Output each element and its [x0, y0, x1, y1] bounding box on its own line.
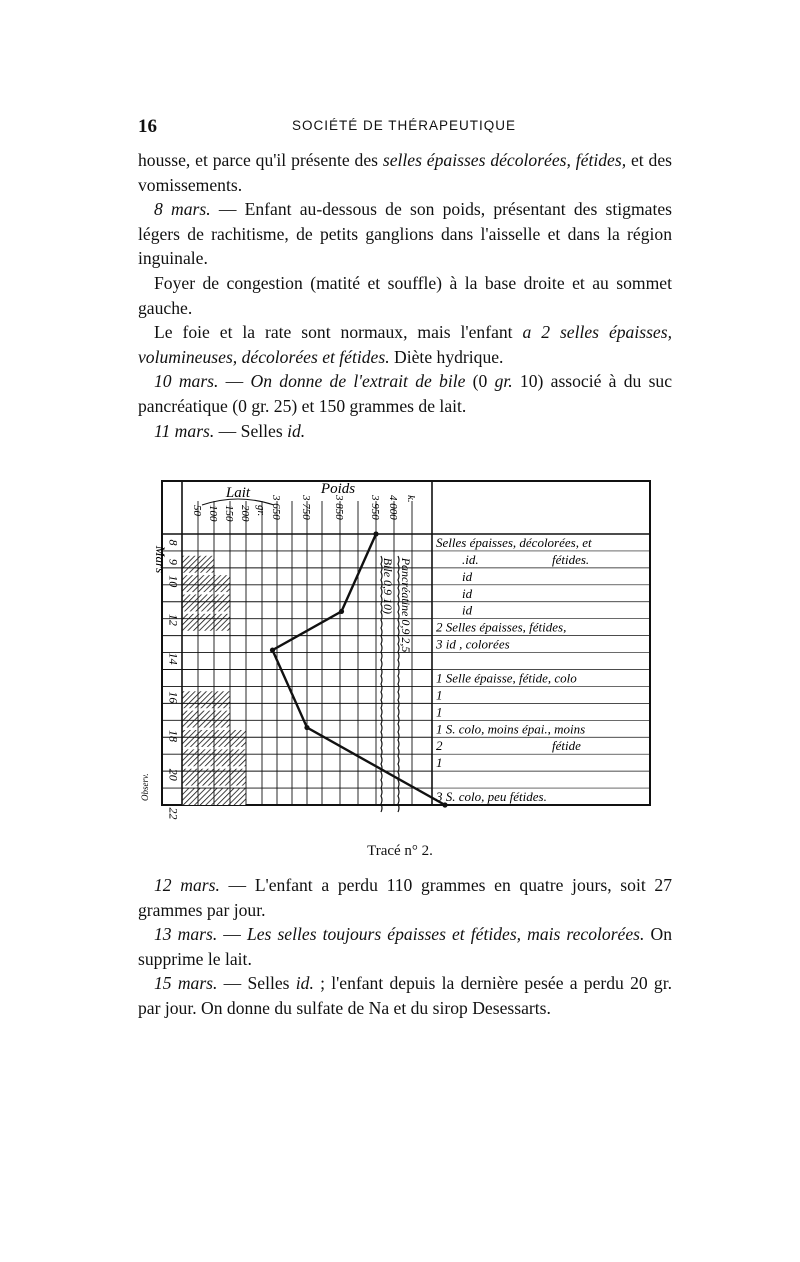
- poids-tick: 4 000: [387, 495, 399, 520]
- stool-note: id: [462, 568, 473, 584]
- text-italic: a 2 selles épaisses, volumineuses, décolorées et fétides.: [138, 322, 672, 367]
- text: 10) associé à du suc pancréatique (0 gr. 25) et 150 grammes de lait.: [138, 371, 673, 416]
- stool-note: 1: [436, 755, 443, 771]
- margin-note: Observ.: [140, 773, 150, 801]
- weight-point: [339, 609, 344, 614]
- paragraph: [138, 271, 672, 320]
- pancreatine-label: Pancréatine 0,9 2,5: [399, 557, 413, 653]
- day-label: 16: [166, 691, 181, 704]
- stool-note: 2 Selles épaisses, fétides,: [436, 619, 567, 635]
- day-label: 12: [166, 613, 181, 626]
- trace-chart: [132, 471, 692, 820]
- weight-point: [270, 648, 275, 653]
- poids-label: Poids: [320, 481, 356, 497]
- stool-note: 1: [436, 687, 443, 703]
- paragraph: [138, 197, 672, 271]
- milk-bar: [182, 575, 230, 592]
- stool-note: Selles épaisses, décolorées, et: [436, 534, 592, 550]
- text-italic: Les selles toujours épaisses et fétides, mais recolorées.: [246, 924, 645, 945]
- paragraph: [138, 148, 672, 197]
- paragraph: [138, 320, 672, 369]
- paragraph: [138, 971, 672, 1020]
- text-italic: On donne de l'extrait de bile: [250, 371, 466, 392]
- body-top: [138, 148, 672, 443]
- text: — Enfant au-dessous de son poids, présentant des stigmates légers de rachitisme, de petits ganglions dans l'aisselle et dans la région inguinale.: [138, 199, 672, 269]
- stool-note: id: [462, 585, 473, 601]
- text: (0: [465, 371, 495, 392]
- paragraph: [138, 369, 672, 418]
- date: 15 mars.: [154, 973, 218, 994]
- text: ; l'enfant depuis la dernière pesée a perdu 20 gr. par jour. On donne du sulfate de Na et du sirop Desessarts.: [138, 973, 672, 1018]
- text: On supprime le lait.: [138, 924, 672, 969]
- text: — Selles: [217, 973, 296, 994]
- milk-bar: [182, 594, 230, 611]
- month-label: Mars: [153, 545, 168, 574]
- poids-tick: 3 850: [333, 495, 345, 520]
- lait-label: Lait: [225, 485, 251, 501]
- bile-label: Bile 0,9 10): [381, 557, 395, 615]
- weight-point: [304, 725, 309, 730]
- weight-point: [373, 531, 378, 536]
- lait-tick: 50: [191, 505, 203, 516]
- text-italic: selles épaisses décolorées, fétides,: [382, 150, 627, 170]
- text-italic: id.: [287, 420, 306, 441]
- date: 8 mars.: [154, 199, 211, 220]
- stool-note: 1 S. colo, moins épai., moins: [436, 721, 586, 737]
- day-label: 20: [166, 768, 181, 781]
- day-label: 14: [166, 652, 181, 665]
- day-label: 22: [166, 807, 181, 820]
- lait-tick: 100: [207, 505, 219, 522]
- figure-caption: Tracé n° 2.: [367, 843, 433, 859]
- milk-bar: [182, 614, 230, 631]
- text-italic: gr.: [494, 371, 513, 392]
- page-number: 16: [138, 116, 157, 137]
- lait-tick: 150: [223, 505, 235, 522]
- stool-note: fétide: [552, 738, 581, 754]
- text-italic: id.: [295, 973, 314, 994]
- date: 10 mars.: [154, 371, 219, 392]
- pancreatine-wavy-line: [398, 556, 399, 812]
- text: —: [218, 371, 251, 392]
- lait-tick: gr.: [255, 505, 267, 517]
- text: housse, et parce qu'il présente des: [138, 150, 383, 170]
- paragraph: [138, 873, 672, 922]
- text: Le foie et la rate sont normaux, mais l'enfant: [154, 322, 523, 343]
- paragraph: [138, 922, 672, 971]
- figure: [132, 471, 692, 820]
- stool-note: 3 id , colorées: [436, 636, 510, 652]
- stool-note: 2: [436, 738, 443, 754]
- poids-tick: 3 750: [300, 495, 312, 520]
- stool-note: 3 S. colo, peu fétides.: [436, 789, 547, 804]
- paragraph: [138, 419, 672, 444]
- body-bottom: [138, 873, 672, 1021]
- milk-bar: [182, 691, 230, 708]
- text: Diète hydrique.: [389, 346, 504, 367]
- day-label: 10: [166, 575, 181, 588]
- lait-tick: 200: [239, 505, 251, 522]
- text: — Selles: [214, 420, 288, 441]
- stool-note: .id.: [462, 551, 479, 567]
- text: — L'enfant a perdu 110 grammes en quatre jours, soit 27 grammes par jour.: [138, 875, 672, 920]
- day-label: 18: [166, 730, 181, 743]
- poids-tick: 3 650: [270, 495, 282, 520]
- poids-tick: k.: [405, 495, 417, 503]
- date: 11 mars.: [154, 420, 215, 441]
- stool-note: fétides.: [552, 551, 590, 567]
- stool-note: 1: [436, 704, 443, 720]
- text: —: [217, 924, 247, 945]
- page-header: [138, 116, 670, 138]
- date: 12 mars.: [154, 875, 220, 895]
- date: 13 mars.: [154, 924, 218, 945]
- stool-note: id: [462, 602, 473, 618]
- text: et des vomissements.: [138, 150, 672, 195]
- milk-bar: [182, 711, 230, 728]
- stool-note: 1 Selle épaisse, fétide, colo: [436, 670, 577, 686]
- poids-tick: 3 950: [369, 495, 381, 520]
- text: Foyer de congestion (matité et souffle) à la base droite et au sommet gauche.: [138, 272, 672, 318]
- day-label: 8: [166, 539, 181, 546]
- day-label: 9: [166, 558, 181, 565]
- running-head: SOCIÉTÉ DE THÉRAPEUTIQUE: [291, 118, 517, 133]
